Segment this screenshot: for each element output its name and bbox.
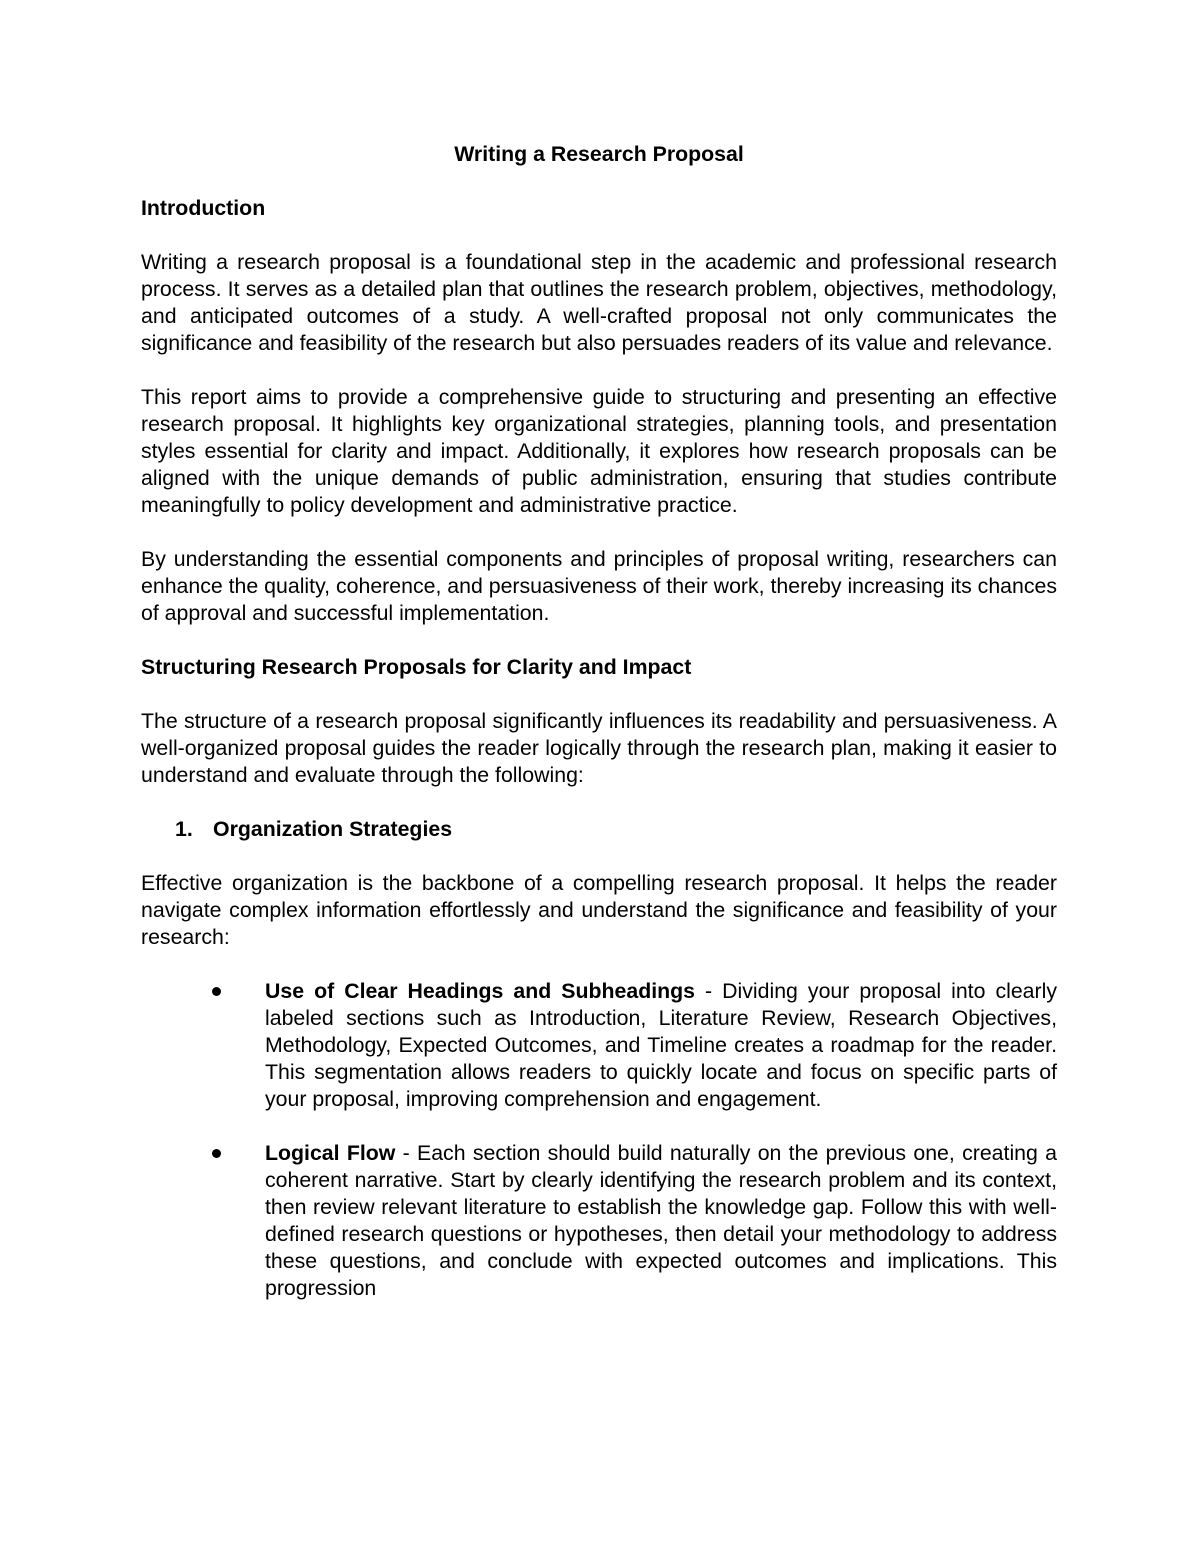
- item-number: 1.: [175, 817, 193, 841]
- organization-paragraph: Effective organization is the backbone of a compelling research proposal. It helps the reader navigate complex information effortlessly and understand the significance and feasibility of your research:: [141, 871, 1057, 949]
- bullet-list: [141, 978, 1057, 1302]
- bullet-text: - Each section should build naturally on the previous one, creating a coherent narrative. Start by clearly identifying the research problem and its context, then review relevant literature to establish the knowledge gap. Follow this with well-defined research questions or hypotheses, then detail your methodology to address these questions, and conclude with expected outcomes and implications. This progression: [265, 1141, 1057, 1300]
- bullet-text: - Dividing your proposal into clearly labeled sections such as Introduction, Literature Review, Research Objectives, Methodology, Expected Outcomes, and Timeline creates a roadmap for the reader. This segmentation allows readers to quickly locate and focus on specific parts of your proposal, improving comprehension and engagement.: [265, 979, 1057, 1111]
- item-title: Organization Strategies: [213, 817, 453, 841]
- structuring-paragraph: The structure of a research proposal significantly influences its readability and persuasiveness. A well-organized proposal guides the reader logically through the research plan, making it easier to understand and evaluate through the following:: [141, 709, 1057, 787]
- introduction-heading: Introduction: [141, 196, 266, 220]
- bullet-term: Use of Clear Headings and Subheadings: [265, 979, 695, 1003]
- list-item: [141, 1140, 1057, 1302]
- bullet-dot-icon: [212, 1149, 221, 1158]
- list-item: [141, 978, 1057, 1113]
- intro-paragraph-1: Writing a research proposal is a foundational step in the academic and professional research process. It serves as a detailed plan that outlines the research problem, objectives, methodology, and anticipated outcomes of a study. A well-crafted proposal not only communicates the significance and feasibility of the research but also persuades readers of its value and relevance.: [141, 250, 1057, 355]
- intro-paragraph-3: By understanding the essential components and principles of proposal writing, researchers can enhance the quality, coherence, and persuasiveness of their work, thereby increasing its chances of approval and successful implementation.: [141, 547, 1057, 625]
- bullet-term: Logical Flow: [265, 1141, 396, 1165]
- intro-paragraph-2: This report aims to provide a comprehensive guide to structuring and presenting an effective research proposal. It highlights key organizational strategies, planning tools, and presentation styles essential for clarity and impact. Additionally, it explores how research proposals can be aligned with the unique demands of public administration, ensuring that studies contribute meaningfully to policy development and administrative practice.: [141, 385, 1057, 517]
- structuring-heading: Structuring Research Proposals for Clarity and Impact: [141, 655, 692, 679]
- document-page: [141, 141, 1057, 1302]
- document-title: Writing a Research Proposal: [454, 142, 744, 166]
- bullet-dot-icon: [212, 987, 221, 996]
- numbered-item-organization: [141, 816, 1057, 843]
